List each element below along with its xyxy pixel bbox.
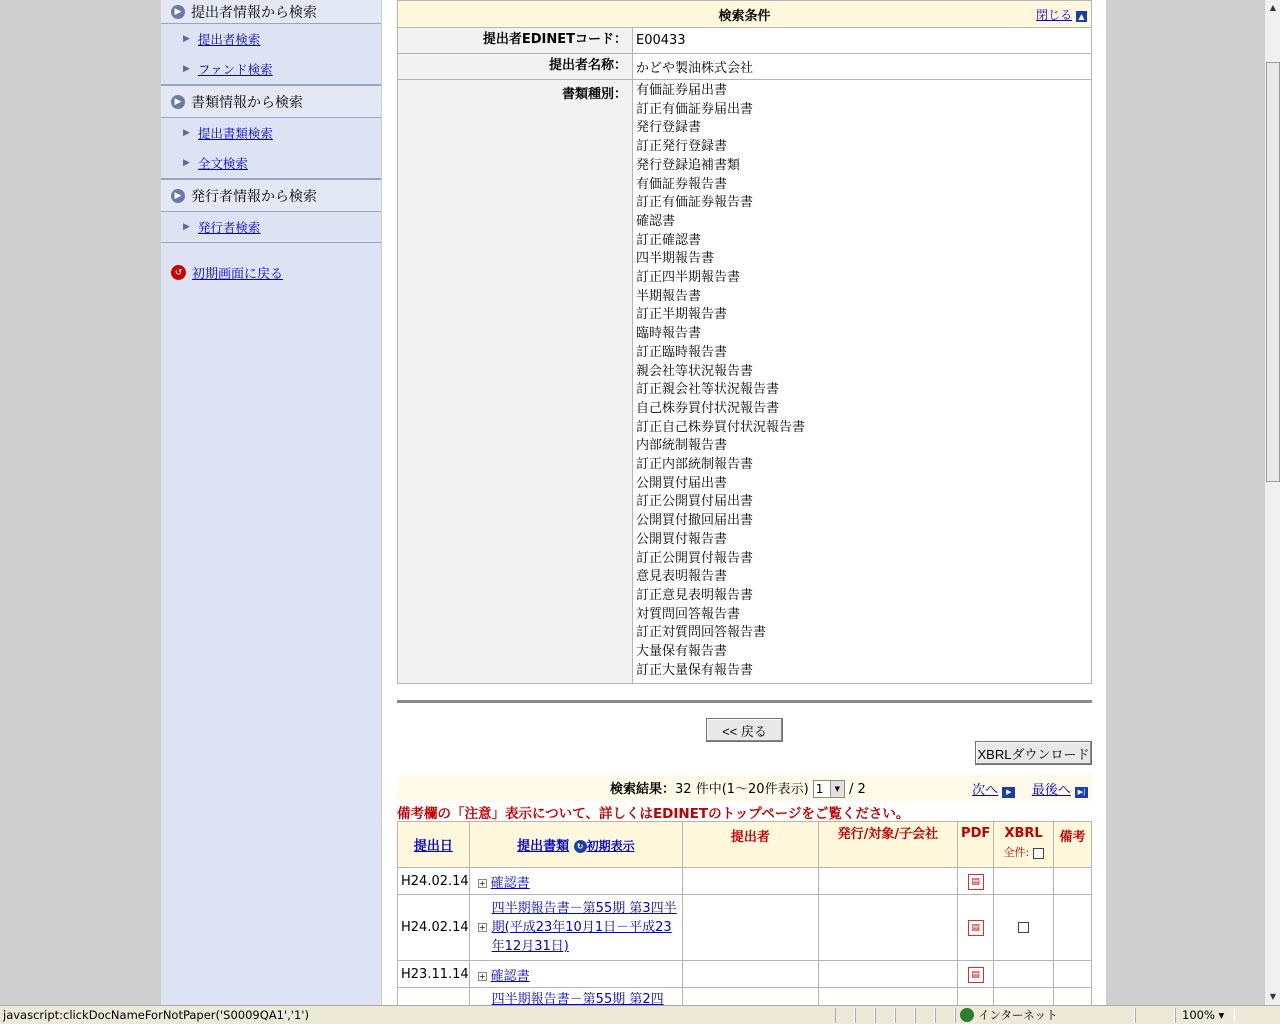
header-submitter: 提出者 (683, 822, 819, 868)
results-bar (397, 775, 1092, 801)
pdf-icon[interactable]: ▤ (968, 967, 984, 983)
doc-type-item: 発行登録追補書類 (636, 157, 741, 173)
search-conditions-table (397, 0, 1092, 684)
header-remarks: 備考 (1054, 822, 1092, 868)
scroll-up-icon[interactable]: ▲ (1269, 3, 1277, 12)
header-pdf: PDF (958, 822, 994, 868)
xbrl-download-button[interactable]: XBRLダウンロード (975, 741, 1092, 765)
xbrl-select-all-checkbox[interactable] (1033, 848, 1044, 859)
doc-type-item: 確認書 (636, 213, 676, 229)
doc-type-item: 内部統制報告書 (636, 438, 728, 454)
close-link[interactable]: 閉じる (1036, 8, 1073, 22)
chevron-down-icon: ▼ (830, 781, 844, 797)
doc-type-item: 訂正内部統制報告書 (636, 457, 754, 473)
types-label: 書類種別： (398, 80, 633, 684)
doc-link[interactable]: 確認書 (490, 968, 530, 984)
xbrl-checkbox[interactable] (1018, 922, 1029, 933)
back-to-initial-link[interactable]: 初期画面に戻る (192, 267, 284, 282)
arrow-circle-icon: ▶ (171, 189, 185, 203)
globe-icon (960, 1008, 974, 1022)
sidebar (161, 0, 382, 1005)
triangle-icon: ▶ (183, 158, 190, 168)
doc-type-item: 四半期報告書 (636, 251, 715, 267)
code-label: 提出者EDINETコード： (398, 28, 633, 54)
main-area (397, 0, 1092, 1005)
next-page-link[interactable]: 次へ (972, 782, 999, 798)
doc-type-item: 公開買付撤回届出書 (636, 513, 754, 529)
results-summary: 32 件中(1～20件表示) (675, 781, 809, 797)
doc-type-item: 訂正確認書 (636, 232, 702, 248)
doc-type-item: 有価証券報告書 (636, 176, 728, 192)
protected-mode-icon[interactable] (1135, 1008, 1175, 1023)
name-value: かどや製油株式会社 (633, 54, 1092, 80)
remarks-notice: 備考欄の「注意」表示について、詳しくはEDINETのトップページをご覧ください。 (397, 806, 910, 822)
doc-type-item: 公開買付報告書 (636, 531, 728, 547)
conditions-header: 検索条件 閉じる ▲ (398, 1, 1092, 28)
name-label: 提出者名称： (398, 54, 633, 80)
fund-search-link[interactable]: ファンド検索 (197, 62, 273, 77)
doc-type-item: 訂正発行登録書 (636, 139, 728, 155)
scroll-thumb[interactable] (1266, 62, 1280, 482)
results-label: 検索結果： (610, 781, 676, 797)
doc-type-item: 公開買付届出書 (636, 475, 728, 491)
arrow-circle-icon: ▶ (171, 95, 185, 109)
doc-link[interactable]: 四半期報告書－第55期 第3四半期(平成23年10月1日－平成23年12月31日) (491, 901, 677, 954)
sidebar-item-fulltext-search[interactable] (161, 148, 381, 178)
page-total: / 2 (848, 781, 866, 797)
table-row: H24.02.14 + 四半期報告書－第55期 第3四半期(平成23年10月1日－平成23年12月31日) ▤ (398, 895, 1092, 961)
last-icon: ▶| (1075, 787, 1088, 798)
expand-icon[interactable]: + (478, 923, 486, 932)
code-value: E00433 (633, 28, 1092, 54)
triangle-icon: ▶ (183, 64, 190, 74)
sidebar-item-document-search[interactable] (161, 118, 381, 148)
header-issuer: 発行/対象/子会社 (818, 822, 958, 868)
next-icon: ▶ (1002, 787, 1015, 798)
doc-type-item: 有価証券届出書 (636, 83, 728, 98)
doc-type-item: 意見表明報告書 (636, 569, 728, 585)
back-button[interactable]: << 戻る (706, 718, 783, 742)
doc-link[interactable]: 確認書 (490, 875, 530, 891)
doc-type-item: 訂正意見表明報告書 (636, 587, 754, 603)
doc-type-item: 訂正公開買付届出書 (636, 494, 754, 510)
doc-type-item: 対質問回答報告書 (636, 606, 741, 622)
security-zone: インターネット (955, 1008, 1135, 1023)
header-xbrl: XBRL 全件: (994, 822, 1054, 868)
sidebar-item-issuer-search[interactable] (161, 212, 381, 242)
pdf-icon[interactable]: ▤ (968, 874, 984, 890)
doc-type-item: 訂正有価証券報告書 (636, 195, 754, 211)
doc-type-item: 親会社等状況報告書 (636, 363, 754, 379)
sidebar-section-document: ▶ 書類情報から検索 (161, 85, 381, 118)
back-to-initial[interactable] (161, 263, 381, 282)
close-conditions[interactable] (1036, 6, 1087, 23)
vertical-scrollbar[interactable] (1264, 0, 1280, 1005)
submitter-search-link[interactable]: 提出者検索 (197, 32, 261, 47)
doc-type-item: 半期報告書 (636, 288, 702, 304)
last-page-link[interactable]: 最後へ (1031, 782, 1071, 798)
doc-type-item: 訂正対質問回答報告書 (636, 625, 767, 641)
refresh-icon: ↻ (574, 840, 587, 853)
return-icon: ↺ (171, 265, 186, 280)
header-date[interactable]: 提出日 (398, 822, 470, 868)
triangle-icon: ▶ (183, 222, 190, 232)
status-bar (0, 1005, 1280, 1024)
doc-type-item: 訂正大量保有報告書 (636, 662, 754, 678)
zoom-control[interactable]: 100% ▾ (1175, 1008, 1235, 1023)
doc-type-item: 自己株券買付状況報告書 (636, 400, 780, 416)
results-table (397, 821, 1092, 1005)
doc-type-item: 訂正半期報告書 (636, 307, 728, 323)
divider (397, 700, 1092, 703)
doc-type-item: 訂正公開買付報告書 (636, 550, 754, 566)
document-search-link[interactable]: 提出書類検索 (197, 126, 273, 141)
sidebar-item-submitter-search[interactable] (161, 24, 381, 54)
doc-type-item: 訂正有価証券届出書 (636, 101, 754, 117)
sidebar-item-fund-search[interactable] (161, 54, 381, 84)
doc-type-item: 大量保有報告書 (636, 644, 728, 660)
initial-view-link[interactable]: 初期表示 (586, 839, 635, 853)
table-row (398, 988, 1092, 1006)
table-row: H23.11.14 + 確認書 ▤ (398, 961, 1092, 988)
doc-type-item: 発行登録書 (636, 120, 702, 136)
expand-icon[interactable]: + (478, 878, 486, 888)
issuer-search-link[interactable]: 発行者検索 (197, 220, 261, 235)
triangle-icon: ▶ (183, 128, 190, 138)
arrow-circle-icon: ▶ (171, 5, 185, 19)
doc-type-item: 訂正臨時報告書 (636, 344, 728, 360)
doc-link[interactable]: 四半期報告書－第55期 第2四 (491, 992, 664, 1005)
page-content (161, 0, 1106, 1005)
doc-type-item: 訂正親会社等状況報告書 (636, 382, 780, 398)
table-row: H24.02.14 + 確認書 ▤ (398, 868, 1092, 895)
status-message: javascript:clickDocNameForNotPaper('S0009QA1','1') (3, 1008, 309, 1022)
doc-type-item: 訂正四半期報告書 (636, 270, 741, 286)
triangle-icon: ▶ (183, 34, 190, 44)
sidebar-section-submitter: ▶ 提出者情報から検索 (161, 0, 381, 24)
doc-type-item: 訂正自己株券買付状況報告書 (636, 419, 806, 435)
fulltext-search-link[interactable]: 全文検索 (197, 156, 248, 171)
doc-type-item: 臨時報告書 (636, 326, 702, 342)
pdf-icon[interactable]: ▤ (968, 920, 984, 936)
scroll-down-icon[interactable]: ▼ (1269, 992, 1277, 1001)
page-select[interactable]: 1 ▼ (813, 780, 845, 798)
sidebar-section-issuer: ▶ 発行者情報から検索 (161, 179, 381, 212)
header-doc[interactable]: 提出書類 ↻ 初期表示 (469, 822, 682, 868)
types-list (633, 80, 1092, 684)
expand-icon[interactable]: + (478, 971, 486, 981)
arrow-up-icon: ▲ (1076, 11, 1087, 22)
